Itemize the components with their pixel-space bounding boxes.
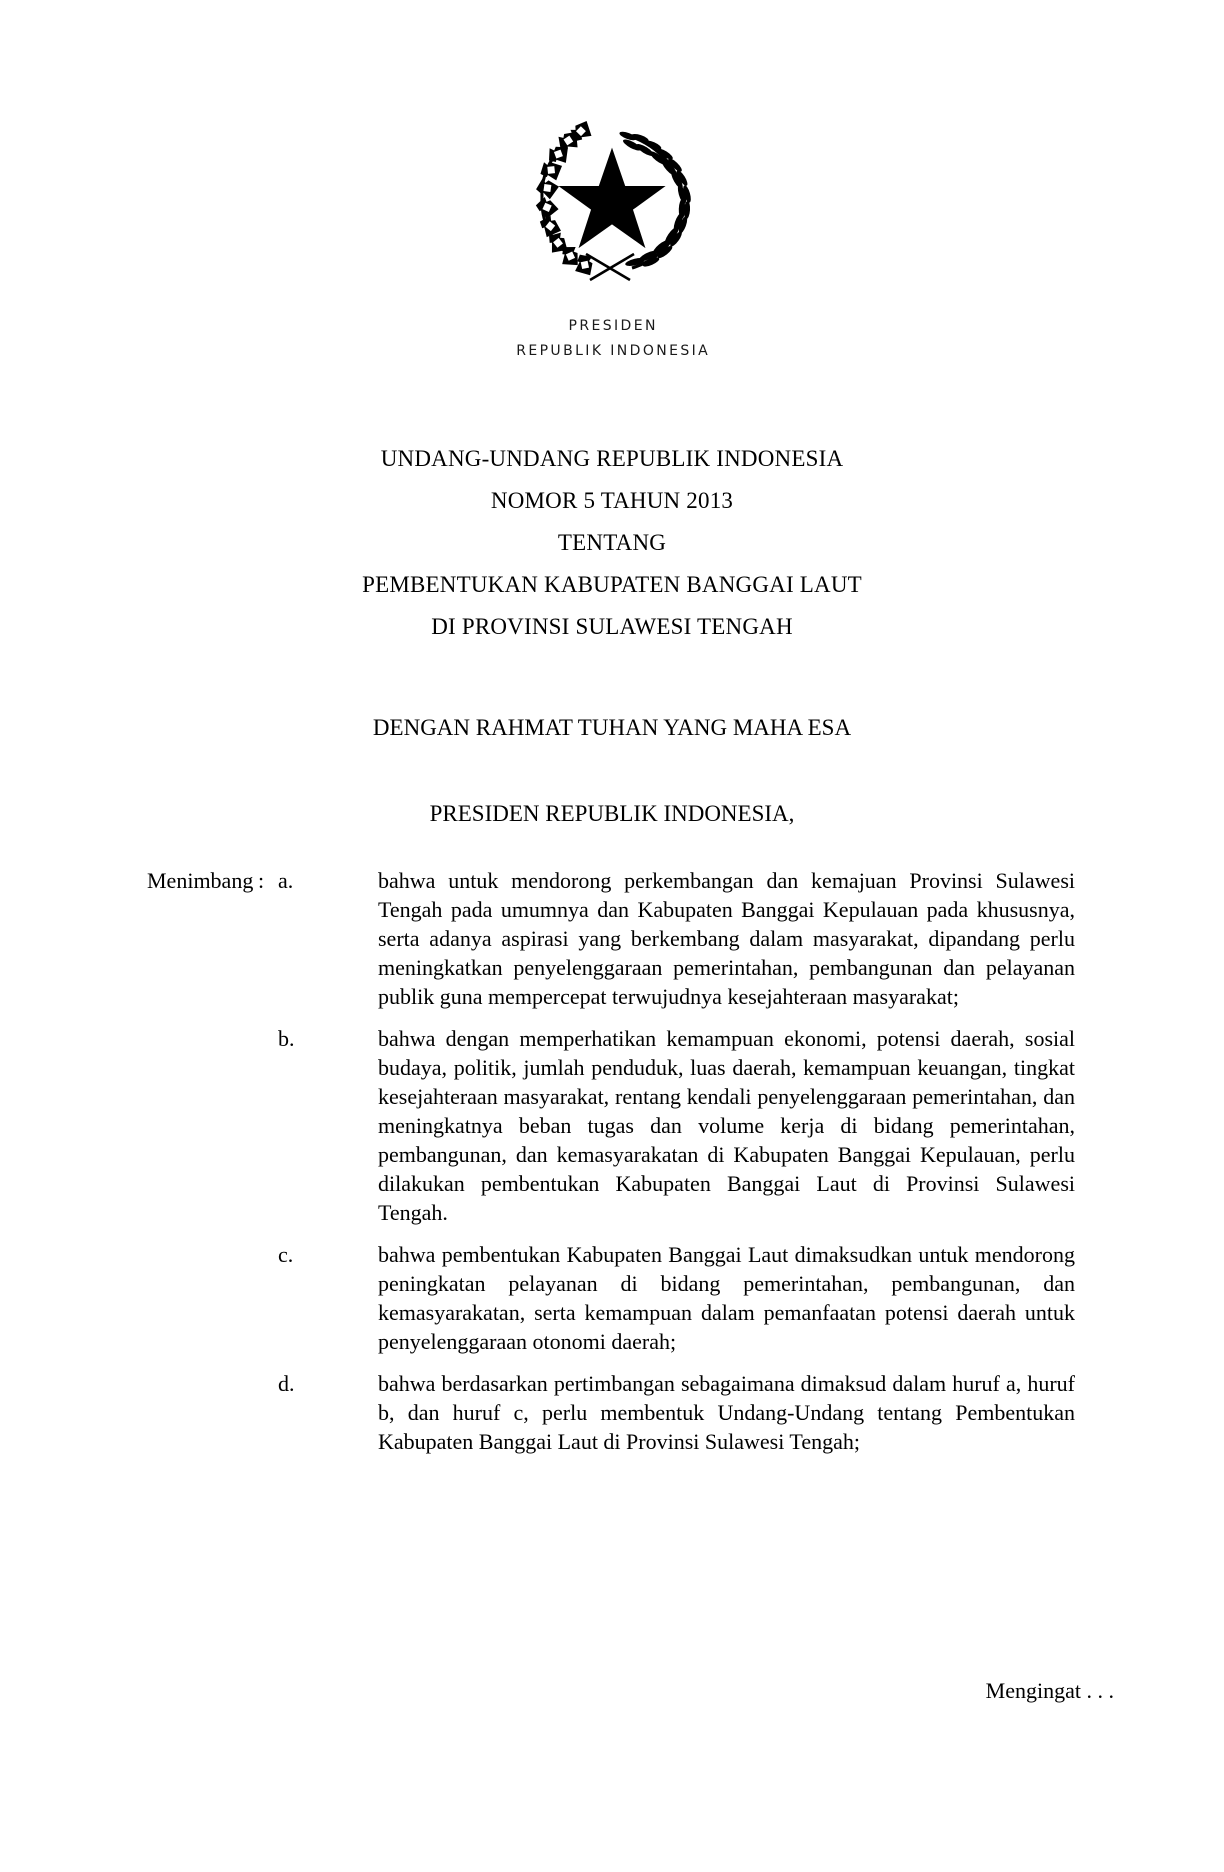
law-title-block: [0, 438, 1224, 648]
consideration-item-d: [0, 1369, 1224, 1456]
law-province: DI PROVINSI SULAWESI TENGAH: [431, 614, 793, 639]
presidential-seal-emblem: [512, 112, 712, 284]
law-subject: PEMBENTUKAN KABUPATEN BANGGAI LAUT: [362, 572, 862, 597]
consideration-marker-b: b.: [278, 1026, 295, 1051]
consideration-marker-d: d.: [278, 1371, 295, 1396]
considerations-label: Menimbang: [147, 868, 254, 893]
consideration-marker-a: a.: [278, 868, 294, 893]
considerations-colon: :: [258, 868, 265, 893]
considerations-section: [0, 866, 1224, 1469]
consideration-item-b: [0, 1024, 1224, 1227]
preamble-blessing: DENGAN RAHMAT TUHAN YANG MAHA ESA: [372, 715, 852, 740]
page-continuation-note: Mengingat . . .: [985, 1678, 1114, 1703]
letterhead-caption-line-1: PRESIDEN: [568, 318, 658, 334]
law-number: NOMOR 5 TAHUN 2013: [490, 488, 734, 513]
consideration-item-a: [0, 866, 1224, 1011]
letterhead: [0, 112, 1224, 364]
preamble-block: [0, 707, 1224, 835]
preamble-spacer: [0, 749, 1224, 793]
consideration-text-c: bahwa pembentukan Kabupaten Banggai Laut dimaksudkan untuk mendorong peningkatan pelayanan di bidang pemerintahan, pembangunan, dan kemasyarakatan, serta kemampuan dalam pemanfaatan potensi daerah untuk penyelenggaraan otonomi daerah;: [378, 1242, 1075, 1354]
consideration-marker-c: c.: [278, 1242, 294, 1267]
preamble-signatory: PRESIDEN REPUBLIK INDONESIA,: [429, 801, 795, 826]
law-title-line-1: UNDANG-UNDANG REPUBLIK INDONESIA: [380, 446, 844, 471]
consideration-text-b: bahwa dengan memperhatikan kemampuan ekonomi, potensi daerah, sosial budaya, politik, jumlah penduduk, luas daerah, kemampuan keuangan, tingkat kesejahteraan masyarakat, rentang kendali penyelenggaraan pemerintahan, dan meningkatnya beban tugas dan volume kerja di bidang pemerintahan, pembangunan, dan kemasyarakatan di Kabupaten Banggai Kepulauan, perlu dilakukan pembentukan Kabupaten Banggai Laut di Provinsi Sulawesi Tengah.: [378, 1026, 1075, 1225]
consideration-text-d: bahwa berdasarkan pertimbangan sebagaimana dimaksud dalam huruf a, huruf b, dan huruf c, perlu membentuk Undang-Undang tentang Pembentukan Kabupaten Banggai Laut di Provinsi Sulawesi Tengah;: [378, 1371, 1075, 1454]
law-title-tentang: TENTANG: [557, 530, 667, 555]
consideration-item-c: [0, 1240, 1224, 1356]
letterhead-caption: [0, 314, 1224, 364]
letterhead-caption-line-2: REPUBLIK INDONESIA: [516, 343, 711, 359]
consideration-text-a: bahwa untuk mendorong perkembangan dan kemajuan Provinsi Sulawesi Tengah pada umumnya dan Kabupaten Banggai Kepulauan pada khususnya, serta adanya aspirasi yang berkembang dalam masyarakat, dipandang perlu meningkatkan penyelenggaraan pemerintahan, pembangunan dan pelayanan publik guna mempercepat terwujudnya kesejahteraan masyarakat;: [378, 868, 1075, 1009]
